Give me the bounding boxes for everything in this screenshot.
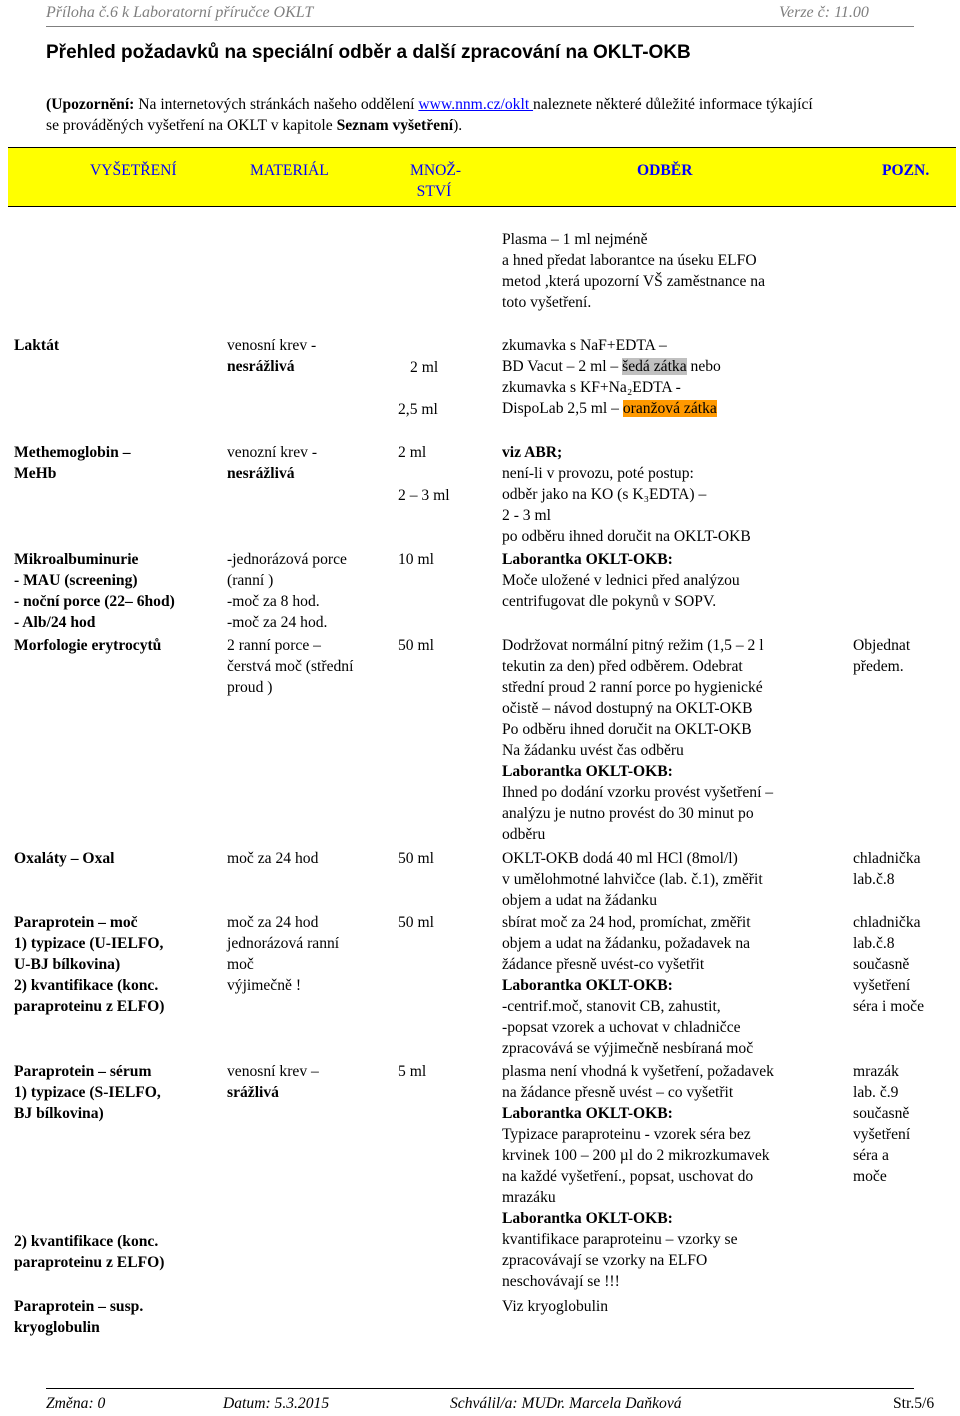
paraprotein-susp-name-line: kryoglobulin xyxy=(14,1319,100,1336)
methemoglobin-material-line: venozní krev - xyxy=(227,444,318,461)
morfologie-material-line: 2 ranní porce – xyxy=(227,637,321,654)
methemoglobin-name-line: MeHb xyxy=(14,465,57,482)
paraprotein-serum-odber-line: krvinek 100 – 200 µl do 2 mikrozkumavek xyxy=(502,1147,770,1164)
paraprotein-moc-material xyxy=(227,912,339,996)
mikroalbuminurie-name-line: - Alb/24 hod xyxy=(14,614,96,631)
paraprotein-serum-material-line: srážlivá xyxy=(227,1084,279,1101)
morfologie-material-line: čerstvá moč (střední xyxy=(227,658,354,675)
plasma-note-line: Plasma – 1 ml nejméně xyxy=(502,231,648,248)
plasma-note xyxy=(502,229,765,313)
laktat-name: Laktát xyxy=(14,337,60,354)
paraprotein-moc-odber-line: objem a udat na žádanku, požadavek na xyxy=(502,935,751,952)
paraprotein-serum-name-line: 1) typizace (S-IELFO, xyxy=(14,1084,161,1101)
paraprotein-serum-pozn xyxy=(853,1061,910,1187)
page-title: Přehled požadavků na speciální odběr a další zpracování na OKLT-OKB xyxy=(46,42,691,63)
paraprotein-serum-pozn-line: vyšetření xyxy=(853,1126,911,1143)
morfologie-odber-line: tekutin za den) před odběrem. Odebrat xyxy=(502,658,743,675)
footer-datum: Datum: 5.3.2015 xyxy=(223,1395,330,1412)
paraprotein-moc-amount: 50 ml xyxy=(398,914,434,931)
paraprotein-serum-amount: 5 ml xyxy=(398,1063,427,1080)
morfologie-odber-line: Ihned po dodání vzorku provést vyšetření – xyxy=(502,784,774,801)
morfologie-odber-line: Dodržovat normální pitný režim (1,5 – 2 l xyxy=(502,637,764,654)
mikroalbuminurie-material-line: (ranní ) xyxy=(227,572,274,589)
laktat-odber-text: nebo xyxy=(686,358,721,375)
laktat-amount-1: 2 ml xyxy=(410,359,439,376)
paraprotein-serum-material xyxy=(227,1061,319,1103)
notice-section-name: Seznam vyšetření xyxy=(336,117,454,134)
paraprotein-moc-odber-line: -popsat vzorek a uchovat v chladničce xyxy=(502,1019,741,1036)
morfologie-odber-line: Laborantka OKLT-OKB: xyxy=(502,763,673,780)
paraprotein-serum-name-2 xyxy=(14,1231,164,1273)
footer-schvalil: Schválil/a: MUDr. Marcela Daňková xyxy=(450,1395,682,1412)
paraprotein-susp-name-line: Paraprotein – susp. xyxy=(14,1298,144,1315)
paraprotein-moc-pozn-line: současně xyxy=(853,956,910,973)
paraprotein-moc-pozn-line: lab.č.8 xyxy=(853,935,895,952)
morfologie-pozn-line: předem. xyxy=(853,658,904,675)
laktat-odber xyxy=(502,335,721,419)
paraprotein-serum-name xyxy=(14,1061,161,1124)
paraprotein-serum-name-line: 2) kvantifikace (konc. xyxy=(14,1233,159,1250)
methemoglobin-odber-line: po odběru ihned doručit na OKLT-OKB xyxy=(502,528,751,545)
paraprotein-serum-name-line: paraproteinu z ELFO) xyxy=(14,1254,165,1271)
column-header-bar xyxy=(8,147,956,207)
paraprotein-serum-pozn-line: lab. č.9 xyxy=(853,1084,899,1101)
morfologie-odber-line: analýzu je nutno provést do 30 minut po xyxy=(502,805,754,822)
paraprotein-moc-name-line: 2) kvantifikace (konc. xyxy=(14,977,159,994)
notice-text-2: naleznete některé důležité informace týkající xyxy=(533,96,813,113)
methemoglobin-odber-line: 2 - 3 ml xyxy=(502,507,551,524)
paraprotein-moc-odber xyxy=(502,912,753,1059)
paraprotein-moc-odber-line: -centrif.moč, stanovit CB, zahustit, xyxy=(502,998,721,1015)
paraprotein-moc-pozn-line: séra i moče xyxy=(853,998,925,1015)
oxalaty-material: moč za 24 hod xyxy=(227,850,319,867)
morfologie-material-line: proud ) xyxy=(227,679,273,696)
morfologie-odber xyxy=(502,635,773,845)
mikroalbuminurie-amount: 10 ml xyxy=(398,551,434,568)
paraprotein-moc-pozn-line: vyšetření xyxy=(853,977,911,994)
paraprotein-serum-pozn-line: moče xyxy=(853,1168,887,1185)
methemoglobin-amount-2: 2 – 3 ml xyxy=(398,487,450,504)
oxalaty-pozn-line: lab.č.8 xyxy=(853,871,895,888)
paraprotein-serum-odber-line: mrazáku xyxy=(502,1189,556,1206)
mikroalbuminurie-name-line: - MAU (screening) xyxy=(14,572,138,589)
paraprotein-serum-pozn-line: současně xyxy=(853,1105,910,1122)
laktat-odber-line xyxy=(502,356,721,377)
paraprotein-serum-odber xyxy=(502,1061,774,1292)
paraprotein-moc-material-line: jednorázová ranní xyxy=(227,935,340,952)
footer-rule xyxy=(46,1388,914,1389)
notice-prefix: (Upozornění: xyxy=(46,96,135,113)
document-header-right: Verze č: 11.00 xyxy=(779,4,869,21)
morfologie-amount: 50 ml xyxy=(398,637,434,654)
paraprotein-serum-odber-line: kvantifikace paraproteinu – vzorky se xyxy=(502,1231,738,1248)
plasma-note-line: a hned předat laborantce na úseku ELFO xyxy=(502,252,757,269)
laktat-odber-text: BD Vacut – 2 ml – xyxy=(502,358,623,375)
grey-cap-label: šedá zátka xyxy=(622,358,687,375)
column-material: MATERIÁL xyxy=(250,162,329,179)
orange-cap-label: oranžová zátka xyxy=(622,400,717,417)
paraprotein-moc-odber-line: Laborantka OKLT-OKB: xyxy=(502,977,673,994)
paraprotein-serum-odber-line: na žádance přesně uvést – co vyšetřit xyxy=(502,1084,734,1101)
notice-text-1: Na internetových stránkách našeho oddělení xyxy=(134,96,419,113)
laktat-odber-line xyxy=(502,398,721,419)
paraprotein-moc-name xyxy=(14,912,164,1017)
methemoglobin-material-line: nesrážlivá xyxy=(227,465,295,482)
methemoglobin-material xyxy=(227,442,317,484)
morfologie-odber-line: očistě – návod dostupný na OKLT-OKB xyxy=(502,700,753,717)
notice-line-2 xyxy=(46,115,462,136)
mikroalbuminurie-odber xyxy=(502,549,740,612)
morfologie-name: Morfologie erytrocytů xyxy=(14,637,162,654)
paraprotein-moc-name-line: Paraprotein – moč xyxy=(14,914,138,931)
mikroalbuminurie-odber-line: Laborantka OKLT-OKB: xyxy=(502,551,673,568)
paraprotein-serum-odber-line: plasma není vhodná k vyšetření, požadavek xyxy=(502,1063,774,1080)
header-rule xyxy=(46,26,914,27)
morfologie-odber-line: odběru xyxy=(502,826,546,843)
paraprotein-serum-odber-line: Laborantka OKLT-OKB: xyxy=(502,1105,673,1122)
mikroalbuminurie-name-line: Mikroalbuminurie xyxy=(14,551,139,568)
laktat-odber-text: DispoLab 2,5 ml – xyxy=(502,400,623,417)
column-pozn: POZN. xyxy=(882,162,930,179)
column-mnozstvi-1: MNOŽ- xyxy=(410,162,462,179)
paraprotein-moc-pozn-line: chladnička xyxy=(853,914,921,931)
mikroalbuminurie-material-line: -moč za 24 hod. xyxy=(227,614,328,631)
paraprotein-serum-name-line: BJ bílkovina) xyxy=(14,1105,104,1122)
laktat-material xyxy=(227,335,316,377)
paraprotein-susp-odber: Viz kryoglobulin xyxy=(502,1298,609,1315)
laktat-amount-2: 2,5 ml xyxy=(398,401,438,418)
paraprotein-serum-pozn-line: mrazák xyxy=(853,1063,899,1080)
mikroalbuminurie-odber-line: Moče uložené v lednici před analýzou xyxy=(502,572,740,589)
notice-link[interactable]: www.nnm.cz/oklt xyxy=(418,96,534,113)
mikroalbuminurie-name-line: - noční porce (22– 6hod) xyxy=(14,593,175,610)
methemoglobin-odber xyxy=(502,442,751,547)
laktat-material-line: nesrážlivá xyxy=(227,358,295,375)
mikroalbuminurie-material-line: -jednorázová porce xyxy=(227,551,347,568)
plasma-note-line: metod ,která upozorní VŠ zaměstnance na xyxy=(502,273,765,290)
paraprotein-moc-name-line: U-BJ bílkovina) xyxy=(14,956,121,973)
methemoglobin-odber-line: není-li v provozu, poté postup: xyxy=(502,465,694,482)
column-odber: ODBĚR xyxy=(637,162,693,179)
paraprotein-serum-material-line: venosní krev – xyxy=(227,1063,319,1080)
morfologie-pozn-line: Objednat xyxy=(853,637,911,654)
oxalaty-pozn xyxy=(853,848,921,890)
paraprotein-moc-material-line: moč xyxy=(227,956,254,973)
morfologie-odber-line: Na žádanku uvést čas odběru xyxy=(502,742,684,759)
methemoglobin-odber-line: odběr jako na KO (s K₃EDTA) – xyxy=(502,486,707,503)
document-header-left: Příloha č.6 k Laboratorní příručce OKLT xyxy=(46,4,314,21)
paraprotein-serum-odber-line: na každé vyšetření., popsat, uschovat do xyxy=(502,1168,754,1185)
methemoglobin-odber-line: viz ABR; xyxy=(502,444,563,461)
notice-line-1 xyxy=(46,94,813,115)
paraprotein-serum-odber-line: zpracovávají se vzorky na ELFO xyxy=(502,1252,708,1269)
morfologie-odber-line: střední proud 2 ranní porce po hygienické xyxy=(502,679,763,696)
column-vysetreni: VYŠETŘENÍ xyxy=(90,162,177,179)
footer-page-number: Str.5/6 xyxy=(893,1395,935,1412)
paraprotein-serum-name-line: Paraprotein – sérum xyxy=(14,1063,152,1080)
oxalaty-amount: 50 ml xyxy=(398,850,434,867)
methemoglobin-name xyxy=(14,442,131,484)
paraprotein-moc-odber-line: zpracovává se výjimečně nesbíraná moč xyxy=(502,1040,754,1057)
morfologie-odber-line: Po odběru ihned doručit na OKLT-OKB xyxy=(502,721,752,738)
paraprotein-serum-odber-line: Typizace paraproteinu - vzorek séra bez xyxy=(502,1126,751,1143)
paraprotein-moc-material-line: výjimečně ! xyxy=(227,977,302,994)
paraprotein-moc-name-line: 1) typizace (U-IELFO, xyxy=(14,935,164,952)
methemoglobin-name-line: Methemoglobin – xyxy=(14,444,131,461)
paraprotein-serum-odber-line: Laborantka OKLT-OKB: xyxy=(502,1210,673,1227)
plasma-note-line: toto vyšetření. xyxy=(502,294,592,311)
laktat-odber-line: zkumavka s NaF+EDTA – xyxy=(502,337,667,354)
mikroalbuminurie-odber-line: centrifugovat dle pokynů v SOPV. xyxy=(502,593,717,610)
mikroalbuminurie-material xyxy=(227,549,347,633)
paraprotein-serum-odber-line: neschovávají se !!! xyxy=(502,1273,620,1290)
morfologie-material xyxy=(227,635,353,698)
oxalaty-name: Oxaláty – Oxal xyxy=(14,850,115,867)
footer-zmena: Změna: 0 xyxy=(46,1395,106,1412)
mikroalbuminurie-name xyxy=(14,549,175,633)
paraprotein-moc-odber-line: žádance přesně uvést-co vyšetřit xyxy=(502,956,705,973)
mikroalbuminurie-material-line: -moč za 8 hod. xyxy=(227,593,320,610)
oxalaty-odber-line: OKLT-OKB dodá 40 ml HCl (8mol/l) xyxy=(502,850,738,867)
oxalaty-odber-line: v umělohmotné lahvičce (lab. č.1), změřit xyxy=(502,871,763,888)
laktat-odber-line: zkumavka s KF+Na₂EDTA - xyxy=(502,379,681,396)
oxalaty-odber-line: objem a udat na žádanku xyxy=(502,892,658,909)
methemoglobin-amount-1: 2 ml xyxy=(398,444,427,461)
oxalaty-pozn-line: chladnička xyxy=(853,850,921,867)
column-mnozstvi-2: STVÍ xyxy=(416,183,452,200)
laktat-material-line: venosní krev - xyxy=(227,337,317,354)
paraprotein-serum-pozn-line: séra a xyxy=(853,1147,889,1164)
paraprotein-moc-pozn xyxy=(853,912,924,1017)
paraprotein-moc-material-line: moč za 24 hod xyxy=(227,914,319,931)
notice-line-2-text: se prováděných vyšetření na OKLT v kapitole xyxy=(46,117,337,134)
notice-line-2-end: ). xyxy=(453,117,463,134)
paraprotein-moc-odber-line: sbírat moč za 24 hod, promíchat, změřit xyxy=(502,914,751,931)
morfologie-pozn xyxy=(853,635,910,677)
oxalaty-odber xyxy=(502,848,763,911)
paraprotein-moc-name-line: paraproteinu z ELFO) xyxy=(14,998,165,1015)
paraprotein-susp-name xyxy=(14,1296,143,1338)
